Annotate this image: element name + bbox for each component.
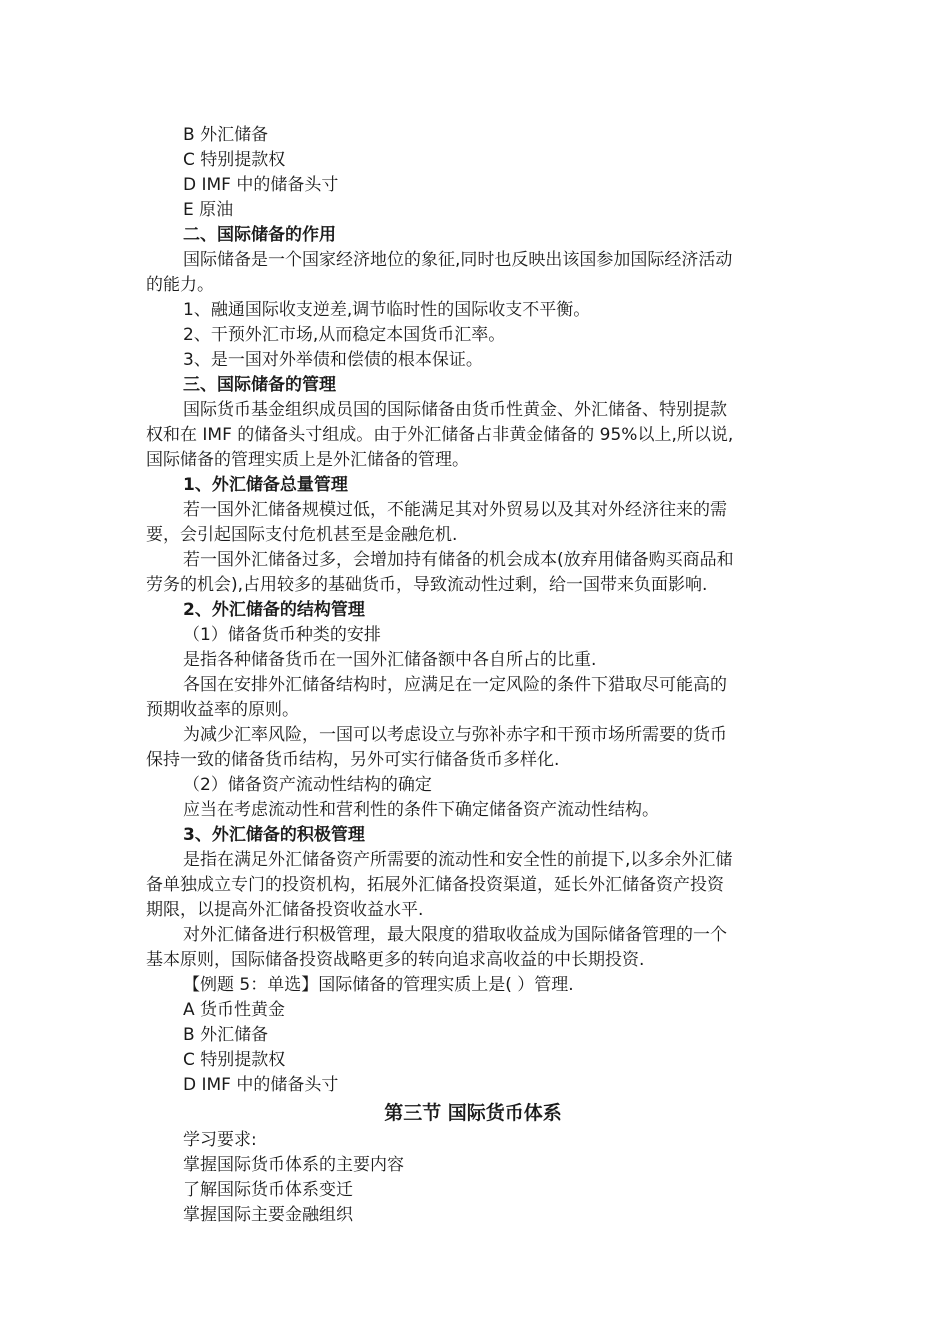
sub2-part2-p1: 应当在考虑流动性和营利性的条件下确定储备资产流动性结构。 bbox=[183, 800, 659, 820]
sub2-part1-p3-line2: 保持一致的储备货币结构，另外可实行储备货币多样化. bbox=[146, 750, 560, 770]
section3-intro-line2: 权和在 IMF 的储备头寸组成。由于外汇储备占非黄金储备的 95%以上,所以说, bbox=[146, 425, 734, 445]
sub1-p1-line2: 要，会引起国际支付危机甚至是金融危机. bbox=[146, 525, 458, 545]
option-d: D IMF 中的储备头寸 bbox=[183, 175, 339, 195]
example5-option-d: D IMF 中的储备头寸 bbox=[183, 1075, 339, 1095]
section2-item-1: 1、融通国际收支逆差,调节临时性的国际收支不平衡。 bbox=[183, 300, 591, 320]
sub3-heading: 3、外汇储备的积极管理 bbox=[183, 825, 365, 845]
sub3-p1-line3: 期限，以提高外汇储备投资收益水平. bbox=[146, 900, 424, 920]
sub3-p1-line2: 备单独成立专门的投资机构，拓展外汇储备投资渠道，延长外汇储备资产投资 bbox=[146, 875, 724, 895]
section2-intro-line2: 的能力。 bbox=[146, 275, 214, 295]
section-title: 第三节 国际货币体系 bbox=[384, 1102, 562, 1124]
sub2-part1-p3-line1: 为减少汇率风险，一国可以考虑设立与弥补赤字和干预市场所需要的货币 bbox=[183, 725, 727, 745]
example5-question: 【例题 5：单选】国际储备的管理实质上是( ）管理. bbox=[183, 975, 574, 995]
sub1-p2-line1: 若一国外汇储备过多，会增加持有储备的机会成本(放弃用储备购买商品和 bbox=[183, 550, 734, 570]
option-e: E 原油 bbox=[183, 200, 234, 220]
sub2-part1-p2-line2: 预期收益率的原则。 bbox=[146, 700, 299, 720]
example5-option-b: B 外汇储备 bbox=[183, 1025, 269, 1045]
section2-heading: 二、国际储备的作用 bbox=[183, 225, 336, 245]
requirements-label: 学习要求: bbox=[183, 1130, 257, 1150]
section2-intro-line1: 国际储备是一个国家经济地位的象征,同时也反映出该国参加国际经济活动 bbox=[183, 250, 733, 270]
example5-option-c: C 特别提款权 bbox=[183, 1050, 286, 1070]
sub3-p2-line1: 对外汇储备进行积极管理，最大限度的猎取收益成为国际储备管理的一个 bbox=[183, 925, 727, 945]
section3-intro-line1: 国际货币基金组织成员国的国际储备由货币性黄金、外汇储备、特别提款 bbox=[183, 400, 727, 420]
sub2-heading: 2、外汇储备的结构管理 bbox=[183, 600, 365, 620]
sub3-p2-line2: 基本原则，国际储备投资战略更多的转向追求高收益的中长期投资. bbox=[146, 950, 645, 970]
option-c: C 特别提款权 bbox=[183, 150, 286, 170]
sub1-heading: 1、外汇储备总量管理 bbox=[183, 475, 348, 495]
sub1-p1-line1: 若一国外汇储备规模过低，不能满足其对外贸易以及其对外经济往来的需 bbox=[183, 500, 727, 520]
requirement-item-2: 了解国际货币体系变迁 bbox=[183, 1180, 353, 1200]
section3-heading: 三、国际储备的管理 bbox=[183, 375, 336, 395]
sub2-part1-p2-line1: 各国在安排外汇储备结构时，应满足在一定风险的条件下猎取尽可能高的 bbox=[183, 675, 727, 695]
sub1-p2-line2: 劳务的机会),占用较多的基础货币，导致流动性过剩，给一国带来负面影响. bbox=[146, 575, 708, 595]
requirement-item-3: 掌握国际主要金融组织 bbox=[183, 1205, 353, 1225]
requirement-item-1: 掌握国际货币体系的主要内容 bbox=[183, 1155, 404, 1175]
example5-option-a: A 货币性黄金 bbox=[183, 1000, 286, 1020]
sub2-part1-p1: 是指各种储备货币在一国外汇储备额中各自所占的比重. bbox=[183, 650, 597, 670]
sub2-part1-title: （1）储备货币种类的安排 bbox=[183, 625, 381, 645]
section3-intro-line3: 国际储备的管理实质上是外汇储备的管理。 bbox=[146, 450, 469, 470]
section2-item-2: 2、干预外汇市场,从而稳定本国货币汇率。 bbox=[183, 325, 506, 345]
option-b: B 外汇储备 bbox=[183, 125, 269, 145]
sub3-p1-line1: 是指在满足外汇储备资产所需要的流动性和安全性的前提下,以多余外汇储 bbox=[183, 850, 733, 870]
section2-item-3: 3、是一国对外举债和偿债的根本保证。 bbox=[183, 350, 483, 370]
sub2-part2-title: （2）储备资产流动性结构的确定 bbox=[183, 775, 432, 795]
